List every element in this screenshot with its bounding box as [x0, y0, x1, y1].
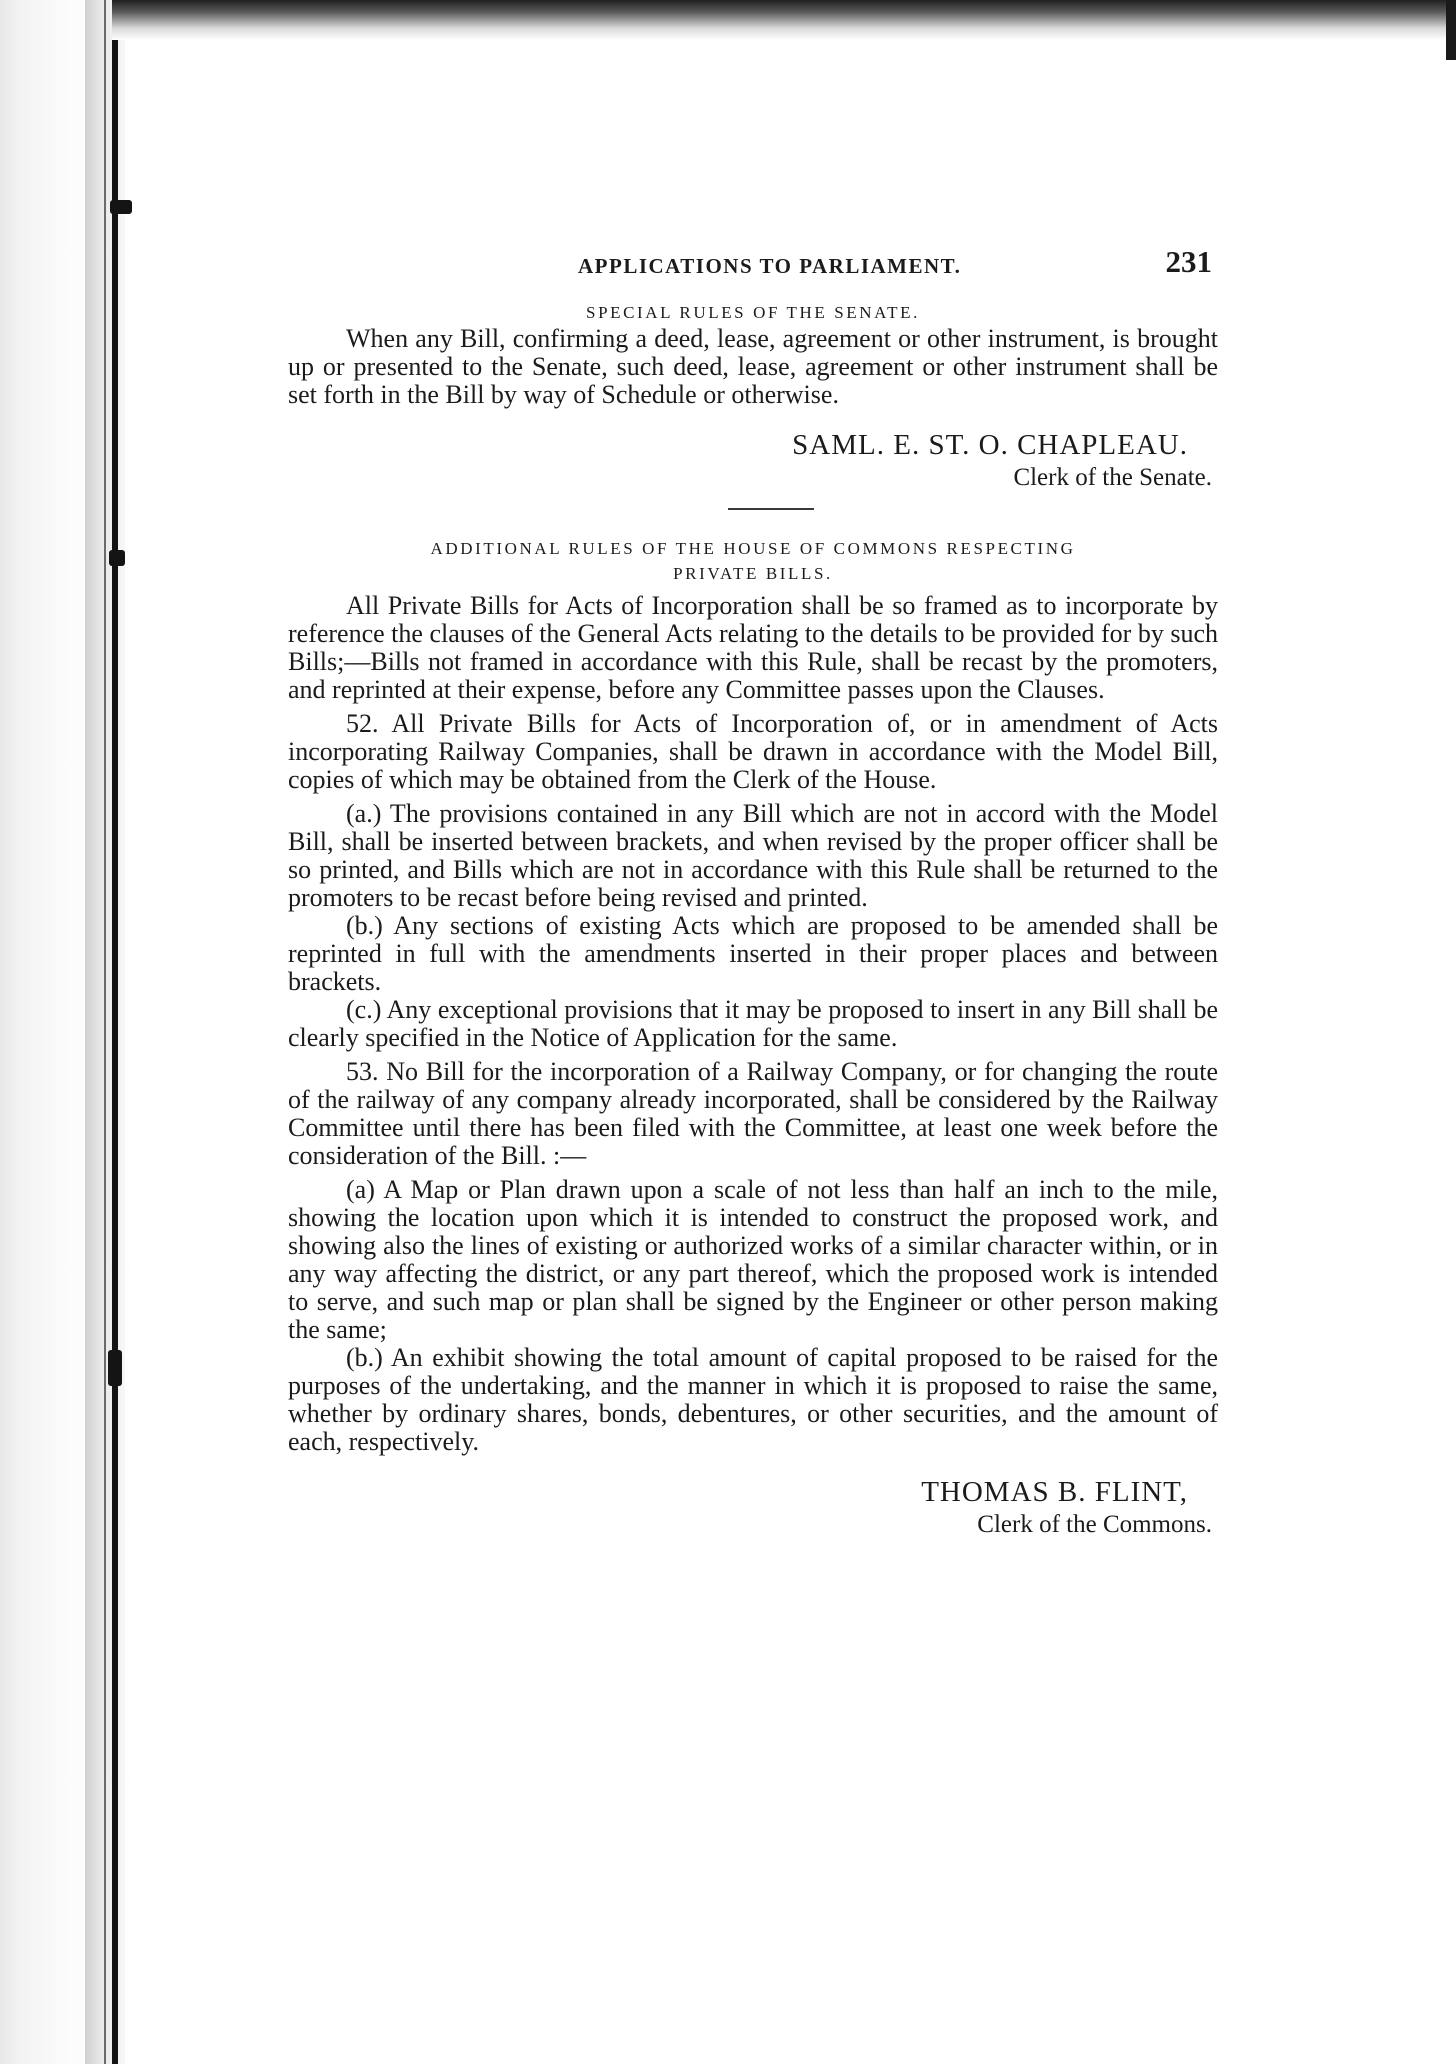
senate-section-heading: SPECIAL RULES OF THE SENATE.	[586, 303, 920, 322]
senate-rule-paragraph: When any Bill, confirming a deed, lease, agreement or other instrument, is brought up or presented to the Senate, such deed, lease, agreement or other instrument shall be set forth in the Bill by way of Schedule or otherwise.	[288, 324, 1218, 409]
binding-edge-line	[104, 0, 106, 2064]
page-text-block	[288, 232, 1218, 1539]
rule-53-paragraph: 53. No Bill for the incorporation of a Railway Company, or for changing the route of the railway of any company already incorporated, shall be considered by the Railway Committee until there has been filed with the Committee, at least one week before the consideration of the Bill. :—	[288, 1057, 1218, 1170]
rule-52-c-paragraph: (c.) Any exceptional provisions that it may be proposed to insert in any Bill shall be clearly specified in the Notice of Application for the same.	[288, 995, 1218, 1052]
commons-heading-line-1: ADDITIONAL RULES OF THE HOUSE OF COMMONS RESPECTING	[430, 539, 1076, 558]
senate-clerk-title: Clerk of the Senate.	[1013, 464, 1212, 491]
commons-clerk-title: Clerk of the Commons.	[977, 1511, 1212, 1538]
binding-edge	[112, 0, 118, 2064]
commons-clerk-name: THOMAS B. FLINT,	[921, 1476, 1188, 1508]
commons-heading-line-2: PRIVATE BILLS.	[673, 564, 833, 583]
scan-right-border	[1446, 0, 1456, 60]
binding-mark	[108, 1350, 122, 1386]
rule-52-a-paragraph: (a.) The provisions contained in any Bill which are not in accord with the Model Bill, shall be inserted between brackets, and when revised by the proper officer shall be so printed, and Bills which are not in accordance with this Rule shall be returned to the promoters to be recast before being revised and printed.	[288, 799, 1218, 912]
binding-mark	[109, 550, 125, 566]
rule-52-paragraph: 52. All Private Bills for Acts of Incorporation of, or in amendment of Acts incorporating Railway Companies, shall be drawn in accordance with the Model Bill, copies of which may be obtained from the Clerk of the House.	[288, 709, 1218, 794]
senate-clerk-name: SAML. E. ST. O. CHAPLEAU.	[792, 429, 1188, 461]
rule-52-b-paragraph: (b.) Any sections of existing Acts which are proposed to be amended shall be reprinted in full with the amendments inserted in their proper places and between brackets.	[288, 911, 1218, 996]
page-number: 231	[1165, 244, 1212, 279]
rule-53-b-paragraph: (b.) An exhibit showing the total amount of capital proposed to be raised for the purposes of the undertaking, and the manner in which it is proposed to raise the same, whether by ordinary shares, bonds, debentures, or other securities, and the amount of each, respectively.	[288, 1343, 1218, 1456]
binding-mark	[110, 200, 132, 214]
rule-53-a-paragraph: (a) A Map or Plan drawn upon a scale of not less than half an inch to the mile, showing the location upon which it is intended to construct the proposed work, and showing also the lines of existing or authorized works of a similar character within, or in any way affecting the district, or any part thereof, which the proposed work is intended to serve, and such map or plan shall be signed by the Engineer or other person making the same;	[288, 1175, 1218, 1344]
running-head	[288, 232, 1218, 292]
commons-section-heading	[288, 536, 1218, 586]
scan-top-border	[112, 0, 1456, 40]
running-head-title: APPLICATIONS TO PARLIAMENT.	[578, 254, 962, 278]
commons-rule-paragraph: All Private Bills for Acts of Incorporation shall be so framed as to incorporate by reference the clauses of the General Acts relating to the details to be provided for by such Bills;—Bills not framed in accordance with this Rule, shall be recast by the promoters, and reprinted at their expense, before any Committee passes upon the Clauses.	[288, 591, 1218, 704]
